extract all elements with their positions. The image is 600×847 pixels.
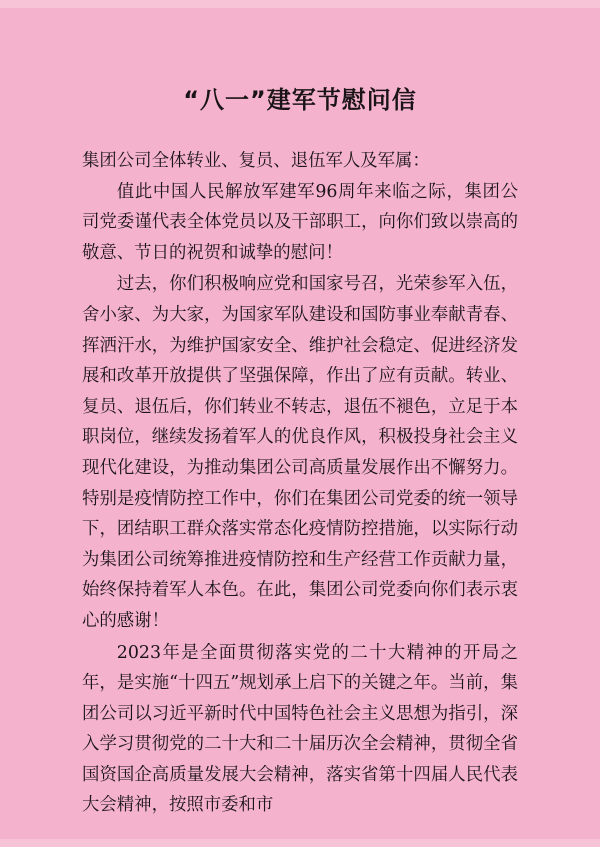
letter-body: [82, 146, 518, 821]
paragraph-greeting: 值此中国人民解放军建军96周年来临之际，集团公司党委谨代表全体党员以及干部职工，向你们致以崇高的敬意、节日的祝贺和诚挚的慰问！: [82, 181, 518, 263]
letter-title: “八一”建军节慰问信: [183, 86, 417, 114]
top-page-edge: [0, 0, 600, 8]
bottom-page-edge: [0, 839, 600, 847]
paragraph-service-history: 过去，你们积极响应党和国家号召，光荣参军入伍，舍小家、为大家，为国家军队建设和国防事业奉献青春、挥洒汗水，为维护国家安全、维护社会稳定、促进经济发展和改革开放提供了坚强保障，作出了应有贡献。转业、复员、退伍后，你们转业不转志，退伍不褪色，立足于本职岗位，继续发扬着军人的优良作风，积极投身社会主义现代化建设，为推动集团公司高质量发展作出不懈努力。特别是疫情防控工作中，你们在集团公司党委的统一领导下，团结职工群众落实常态化疫情防控措施，以实际行动为集团公司统筹推进疫情防控和生产经营工作贡献力量，始终保持着军人本色。在此，集团公司党委向你们表示衷心的感谢！: [82, 274, 518, 631]
salutation: 集团公司全体转业、复员、退伍军人及军属：: [82, 151, 430, 171]
paragraph-2023-context: 2023年是全面贯彻落实党的二十大精神的开局之年，是实施“十四五”规划承上启下的关键之年。当前，集团公司以习近平新时代中国特色社会主义思想为指引，深入学习贯彻党的二十大和二十届历次全会精神，贯彻全省国资国企高质量发展大会精神，落实省第十四届人民代表大会精神，按照市委和市: [82, 642, 518, 816]
